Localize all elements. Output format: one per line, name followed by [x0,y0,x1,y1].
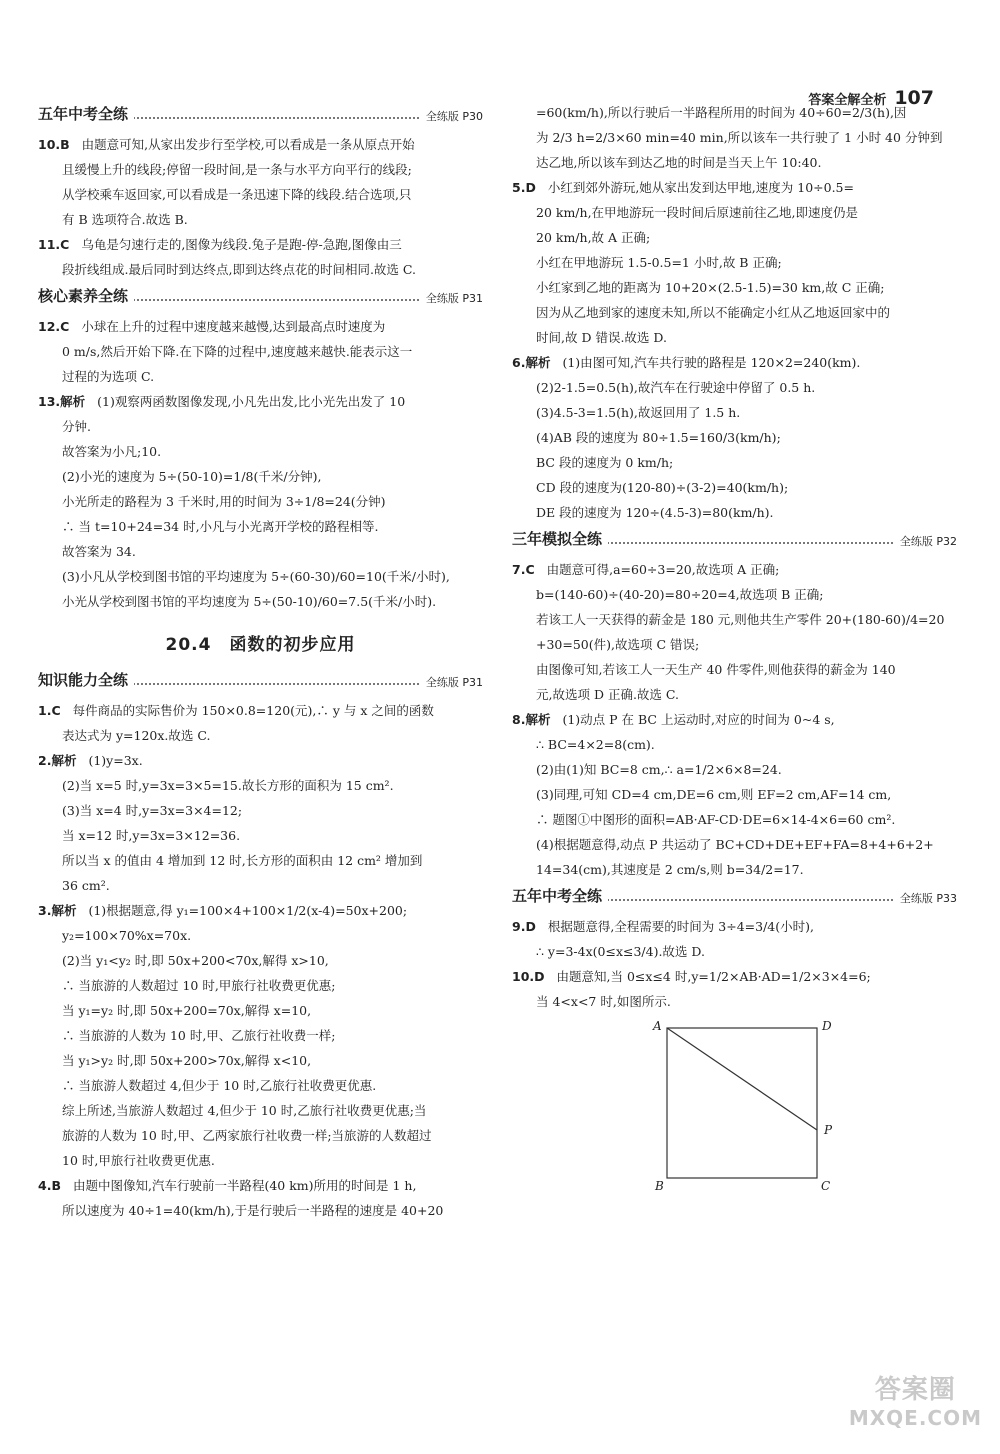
answer-line [38,257,483,282]
question-number: 10.D [512,969,545,984]
answer-line [38,798,483,823]
question-number: 5.D [512,180,536,195]
answer-text: 所以速度为 40÷1=40(km/h),于是行驶后一半路程的速度是 40+20 [62,1203,444,1218]
answer-text: ∴ 当旅游人数超过 4,但少于 10 时,乙旅行社收费更优惠. [62,1078,377,1093]
left-column [38,100,483,1223]
answer-text: 有 B 选项符合.故选 B. [62,212,188,227]
answer-text: (1)由图可知,汽车共行驶的路程是 120×2=240(km). [562,355,861,370]
answer-text: CD 段的速度为(120-80)÷(3-2)=40(km/h); [536,480,789,495]
question-number: 1.C [38,703,61,718]
answer-line [512,100,957,125]
question-number: 3.解析 [38,903,77,918]
section-header [512,884,957,910]
section-title: 五年中考全练 [38,102,134,127]
rect-abcd [667,1028,817,1178]
answer-text: 0 m/s,然后开始下降.在下降的过程中,速度越来越快.能表示这一 [62,344,413,359]
watermark-line-1: 答案圈 [874,1375,956,1405]
label-b: B [655,1179,664,1193]
answer-text: 若该工人一天获得的薪金是 180 元,则他共生产零件 20+(180-60)/4=20 [536,612,945,627]
answer-line [512,557,957,582]
answer-text: 由题意知,当 0≤x≤4 时,y=1/2×AB·AD=1/2×3×4=6; [556,969,871,984]
answer-text: 从学校乘车返回家,可以看成是一条迅速下降的线段.结合选项,只 [62,187,412,202]
question-number: 9.D [512,919,536,934]
answer-text: BC 段的速度为 0 km/h; [536,455,674,470]
answer-line [38,1098,483,1123]
section-header [38,102,483,128]
answer-text: 由图像可知,若该工人一天生产 40 件零件,则他获得的薪金为 140 [536,662,896,677]
answer-text: DE 段的速度为 120÷(4.5-3)=80(km/h). [536,505,774,520]
answer-text: y₂=100×70%x=70x. [62,928,192,943]
answer-text: ∴ 当旅游的人数为 10 时,甲、乙旅行社收费一样; [62,1028,336,1043]
answer-text: +30=50(件),故选项 C 错误; [536,637,700,652]
answer-line [512,707,957,732]
answer-text: ∴ 当 t=10+24=34 时,小凡与小光离开学校的路程相等. [62,519,379,534]
chapter-title: 20.4 函数的初步应用 [165,635,356,655]
question-number: 10.B [38,137,70,152]
answer-line [512,300,957,325]
answer-line [38,998,483,1023]
answer-text: 10 时,甲旅行社收费更优惠. [62,1153,215,1168]
answer-line [512,939,957,964]
answer-line [512,782,957,807]
answer-text: (2)由(1)知 BC=8 cm,∴ a=1/2×6×8=24. [536,762,782,777]
answer-text: 当 y₁>y₂ 时,即 50x+200>70x,解得 x<10, [62,1053,312,1068]
answer-text: ∴ 当旅游的人数超过 10 时,甲旅行社收费更优惠; [62,978,336,993]
label-p: P [824,1123,833,1137]
answer-text: 故答案为 34. [62,544,136,559]
answer-line [512,375,957,400]
answer-text: (3)同理,可知 CD=4 cm,DE=6 cm,则 EF=2 cm,AF=14 cm, [536,787,892,802]
answer-line [512,400,957,425]
answer-line [512,425,957,450]
answer-line [38,207,483,232]
answer-text: 每件商品的实际售价为 150×0.8=120(元),∴ y 与 x 之间的函数 [72,703,434,718]
answer-text: (1)根据题意,得 y₁=100×4+100×1/2(x-4)=50x+200; [88,903,408,918]
answer-text: 14=34(cm),其速度是 2 cm/s,则 b=34/2=17. [536,862,804,877]
section-ref: 全练版 P31 [420,286,483,311]
answer-line [38,773,483,798]
answer-text: ∴ 题图①中图形的面积=AB·AF-CD·DE=6×14-4×6=60 cm². [536,812,896,827]
answer-line [38,823,483,848]
answer-text: (3)4.5-3=1.5(h),故返回用了 1.5 h. [536,405,741,420]
page-number: 107 [894,87,934,109]
answer-line [512,450,957,475]
answer-text: (3)当 x=4 时,y=3x=3×4=12; [62,803,243,818]
answer-line [512,657,957,682]
answer-text: 20 km/h,在甲地游玩一段时间后原速前往乙地,即速度仍是 [536,205,859,220]
answer-line [512,914,957,939]
answer-line [512,757,957,782]
answer-line [38,364,483,389]
answer-text: 36 cm². [62,878,110,893]
answer-text: 段折线组成.最后同时到达终点,即到达终点花的时间相同.故选 C. [62,262,416,277]
answer-line [512,807,957,832]
answer-text: 过程的为选项 C. [62,369,155,384]
answer-text: b=(140-60)÷(40-20)=80÷20=4,故选项 B 正确; [536,587,824,602]
answer-line [512,632,957,657]
answer-text: 小光所走的路程为 3 千米时,用的时间为 3÷1/8=24(分钟) [62,494,386,509]
answer-line [512,832,957,857]
answer-line [38,1123,483,1148]
answer-text: 当 4<x<7 时,如图所示. [536,994,671,1009]
answer-line [512,325,957,350]
answer-text: 由题意可得,a=60÷3=20,故选项 A 正确; [546,562,780,577]
answer-line [38,1173,483,1198]
answer-text: 乌龟是匀速行走的,图像为线段.兔子是跑-停-急跑,图像由三 [81,237,402,252]
answer-line [38,723,483,748]
question-number: 7.C [512,562,535,577]
figure-svg [512,1018,957,1188]
answer-line [38,1073,483,1098]
answer-text: 表达式为 y=120x.故选 C. [62,728,211,743]
section-ref: 全练版 P33 [894,886,957,911]
answer-text: (1)观察两函数图像发现,小凡先出发,比小光先出发了 10 [97,394,406,409]
section-title: 五年中考全练 [512,884,608,909]
watermark-line-2: MXQE.COM [848,1406,982,1430]
answer-text: 小红家到乙地的距离为 10+20×(2.5-1.5)=30 km,故 C 正确; [536,280,885,295]
section-title: 核心素养全练 [38,284,134,309]
answer-text: ∴ BC=4×2=8(cm). [536,737,655,752]
answer-line [512,682,957,707]
answer-line [38,489,483,514]
answer-line [38,1023,483,1048]
answer-line [512,275,957,300]
answer-text: (2)2-1.5=0.5(h),故汽车在行驶途中停留了 0.5 h. [536,380,816,395]
answer-line [38,848,483,873]
question-number: 11.C [38,237,70,252]
answer-line [38,389,483,414]
header-title: 答案全解全析 [808,93,887,108]
answer-text: 所以当 x 的值由 4 增加到 12 时,长方形的面积由 12 cm² 增加到 [62,853,423,868]
answer-line [512,175,957,200]
question-number: 13.解析 [38,394,86,409]
answer-text: 且缓慢上升的线段;停留一段时间,是一条与水平方向平行的线段; [62,162,412,177]
section-title: 知识能力全练 [38,668,134,693]
answer-line [512,250,957,275]
answer-line [38,1198,483,1223]
answer-line [512,225,957,250]
answer-text: 20 km/h,故 A 正确; [536,230,651,245]
answer-text: (4)根据题意得,动点 P 共运动了 BC+CD+DE+EF+FA=8+4+6+2+ [536,837,934,852]
answer-text: 小球在上升的过程中速度越来越慢,达到最高点时速度为 [81,319,386,334]
answer-text: 因为从乙地到家的速度未知,所以不能确定小红从乙地返回家中的 [536,305,890,320]
answer-line [512,857,957,882]
right-column [512,100,957,1193]
answer-line [512,607,957,632]
answer-text: 达乙地,所以该车到达乙地的时间是当天上午 10:40. [536,155,822,170]
answer-line [512,125,957,150]
answer-text: (1)y=3x. [88,753,143,768]
answer-line [38,464,483,489]
question-number: 6.解析 [512,355,551,370]
answer-line [38,1148,483,1173]
answer-line [512,732,957,757]
answer-line [38,539,483,564]
answer-text: 故答案为小凡;10. [62,444,162,459]
answer-text: 旅游的人数为 10 时,甲、乙两家旅行社收费一样;当旅游的人数超过 [62,1128,432,1143]
answer-text: (2)小光的速度为 5÷(50-10)=1/8(千米/分钟), [62,469,322,484]
label-d: D [822,1019,832,1033]
label-c: C [821,1179,831,1193]
answer-line [38,923,483,948]
watermark [849,1376,982,1432]
answer-line [38,973,483,998]
answer-line [38,564,483,589]
answer-text: =60(km/h),所以行驶后一半路程所用的时间为 40÷60=2/3(h),因 [536,105,907,120]
answer-text: (2)当 y₁<y₂ 时,即 50x+200<70x,解得 x>10, [62,953,329,968]
section-header [38,668,483,694]
answer-line [38,698,483,723]
answer-line [512,989,957,1014]
answer-line [38,314,483,339]
answer-text: (2)当 x=5 时,y=3x=3×5=15.故长方形的面积为 15 cm². [62,778,394,793]
question-number: 4.B [38,1178,61,1193]
answer-line [38,439,483,464]
label-a: A [653,1019,662,1033]
answer-line [38,589,483,614]
section-ref: 全练版 P31 [420,670,483,695]
answer-text: 元,故选项 D 正确.故选 C. [536,687,679,702]
answer-line [512,582,957,607]
section-header [38,284,483,310]
answer-text: 由题中图像知,汽车行驶前一半路程(40 km)所用的时间是 1 h, [72,1178,417,1193]
answer-text: ∴ y=3-4x(0≤x≤3/4).故选 D. [536,944,705,959]
question-number: 8.解析 [512,712,551,727]
answer-line [38,1048,483,1073]
question-number: 12.C [38,319,70,334]
question-number: 2.解析 [38,753,77,768]
answer-text: 小红到郊外游玩,她从家出发到达甲地,速度为 10÷0.5= [547,180,854,195]
answer-text: (4)AB 段的速度为 80÷1.5=160/3(km/h); [536,430,781,445]
answer-text: 当 y₁=y₂ 时,即 50x+200=70x,解得 x=10, [62,1003,312,1018]
answer-line [38,514,483,539]
answer-line [512,200,957,225]
answer-line [512,350,957,375]
answer-text: 分钟. [62,419,91,434]
segment-ap [667,1028,817,1130]
answer-line [38,182,483,207]
answer-line [38,157,483,182]
answer-text: 由题意可知,从家出发步行至学校,可以看成是一条从原点开始 [81,137,415,152]
answer-text: 综上所述,当旅游人数超过 4,但少于 10 时,乙旅行社收费更优惠;当 [62,1103,427,1118]
answer-line [38,414,483,439]
answer-line [38,232,483,257]
answer-line [38,948,483,973]
answer-line [512,500,957,525]
answer-line [38,873,483,898]
section-title: 三年模拟全练 [512,527,608,552]
answer-line [512,964,957,989]
answer-text: 小红在甲地游玩 1.5-0.5=1 小时,故 B 正确; [536,255,782,270]
answer-text: (3)小凡从学校到图书馆的平均速度为 5÷(60-30)/60=10(千米/小时), [62,569,450,584]
answer-line [38,898,483,923]
answer-text: 当 x=12 时,y=3x=3×12=36. [62,828,241,843]
answer-line [38,132,483,157]
section-header [512,527,957,553]
answer-line [512,475,957,500]
answer-line [38,339,483,364]
section-ref: 全练版 P30 [420,104,483,129]
answer-line [512,150,957,175]
rectangle-figure [512,1018,957,1193]
answer-text: 为 2/3 h=2/3×60 min=40 min,所以该车一共行驶了 1 小时 40 分钟到 [536,130,943,145]
answer-text: 根据题意得,全程需要的时间为 3÷4=3/4(小时), [547,919,814,934]
answer-text: (1)动点 P 在 BC 上运动时,对应的时间为 0~4 s, [562,712,835,727]
answer-line [38,748,483,773]
section-ref: 全练版 P32 [894,529,957,554]
answer-text: 时间,故 D 错误.故选 D. [536,330,667,345]
answer-text: 小光从学校到图书馆的平均速度为 5÷(50-10)/60=7.5(千米/小时). [62,594,437,609]
